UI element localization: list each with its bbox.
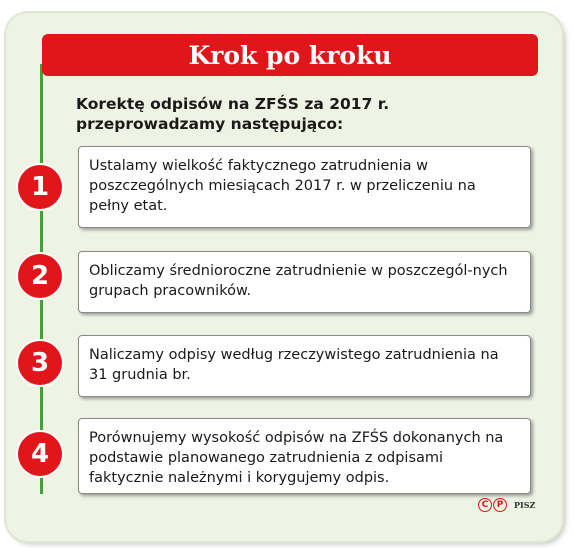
logo-c-icon: C <box>478 498 492 512</box>
step-number-4: 4 <box>18 432 62 476</box>
step-text-1: Ustalamy wielkość faktycznego zatrudnienia w poszczególnych miesiącach 2017 r. w przeliczeniu na pełny etat. <box>89 158 476 214</box>
step-number-2: 2 <box>18 254 62 298</box>
step-box-4 <box>78 418 531 494</box>
step-box-3 <box>78 335 531 397</box>
step-box-1 <box>78 146 531 228</box>
step-text-3: Naliczamy odpisy według rzeczywistego zatrudnienia na 31 grudnia br. <box>89 347 499 383</box>
step-box-2 <box>78 251 531 313</box>
title-banner <box>42 34 538 76</box>
step-number-1: 1 <box>18 165 62 209</box>
logo-p-icon: P <box>493 498 507 512</box>
step-text-2: Obliczamy średnioroczne zatrudnienie w poszczegól-nych grupach pracowników. <box>89 263 508 299</box>
author-credit: PISZ <box>514 500 536 510</box>
page-title: Krok po kroku <box>188 40 392 70</box>
step-number-3: 3 <box>18 341 62 385</box>
publisher-logo <box>478 498 535 512</box>
intro-text: Korektę odpisów na ZFŚS za 2017 r. przeprowadzamy następująco: <box>76 95 390 133</box>
step-text-4: Porównujemy wysokość odpisów na ZFŚS dokonanych na podstawie planowanego zatrudnienia z odpisami faktycznie należnymi i korygujemy odpis. <box>89 430 504 486</box>
